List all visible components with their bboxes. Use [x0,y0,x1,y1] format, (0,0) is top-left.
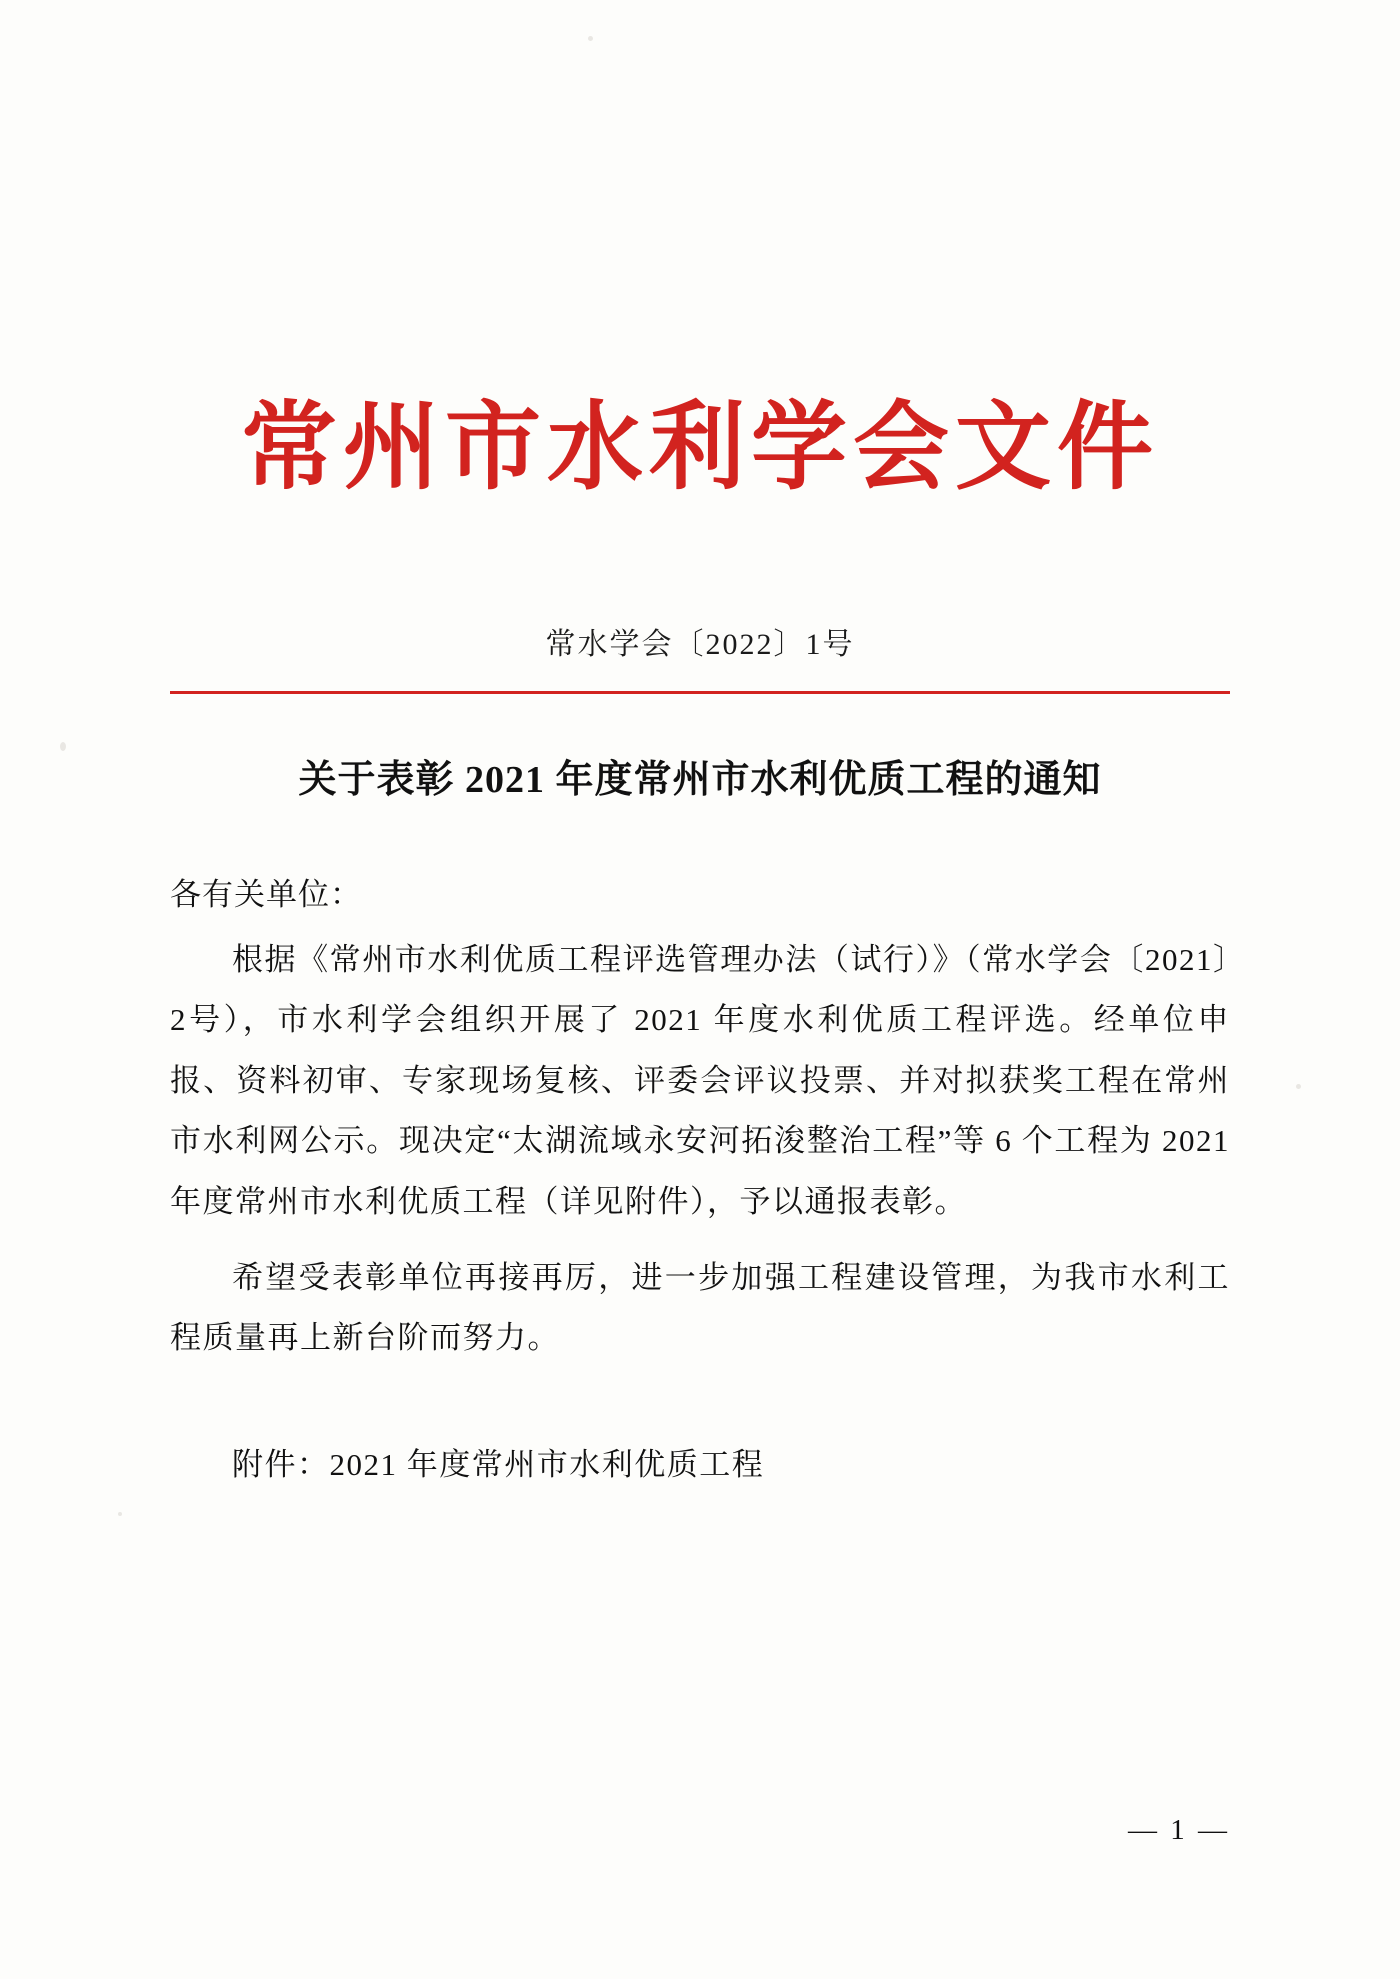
paper-speck [1296,1084,1301,1089]
body-paragraph-1: 根据《常州市水利优质工程评选管理办法（试行）》（常水学会〔2021〕2号），市水利学会组织开展了 2021 年度水利优质工程评选。经单位申报、资料初审、专家现场复核、评委会评议投票、并对拟获奖工程在常州市水利网公示。现决定“太湖流域永安河拓浚整治工程”等 6 个工程为 2021 年度常州市水利优质工程（详见附件），予以通报表彰。 [170,941,1230,1219]
salutation-line: 各有关单位： [170,876,362,912]
organization-title: 常州市水利学会文件 [241,394,1159,501]
body-paragraph-2: 希望受表彰单位再接再厉，进一步加强工程建设管理，为我市水利工程质量再上新台阶而努力。 [170,1259,1230,1356]
paper-speck [60,742,66,751]
document-content [170,0,1230,1979]
attachment-line: 附件：2021 年度常州市水利优质工程 [232,1446,765,1482]
document-subject-title: 关于表彰 2021 年度常州市水利优质工程的通知 [298,758,1102,801]
paper-speck [118,1512,122,1516]
page-number: — 1 — [1128,1814,1230,1846]
red-divider-rule [170,691,1230,694]
document-number: 常水学会〔2022〕1号 [545,627,855,661]
